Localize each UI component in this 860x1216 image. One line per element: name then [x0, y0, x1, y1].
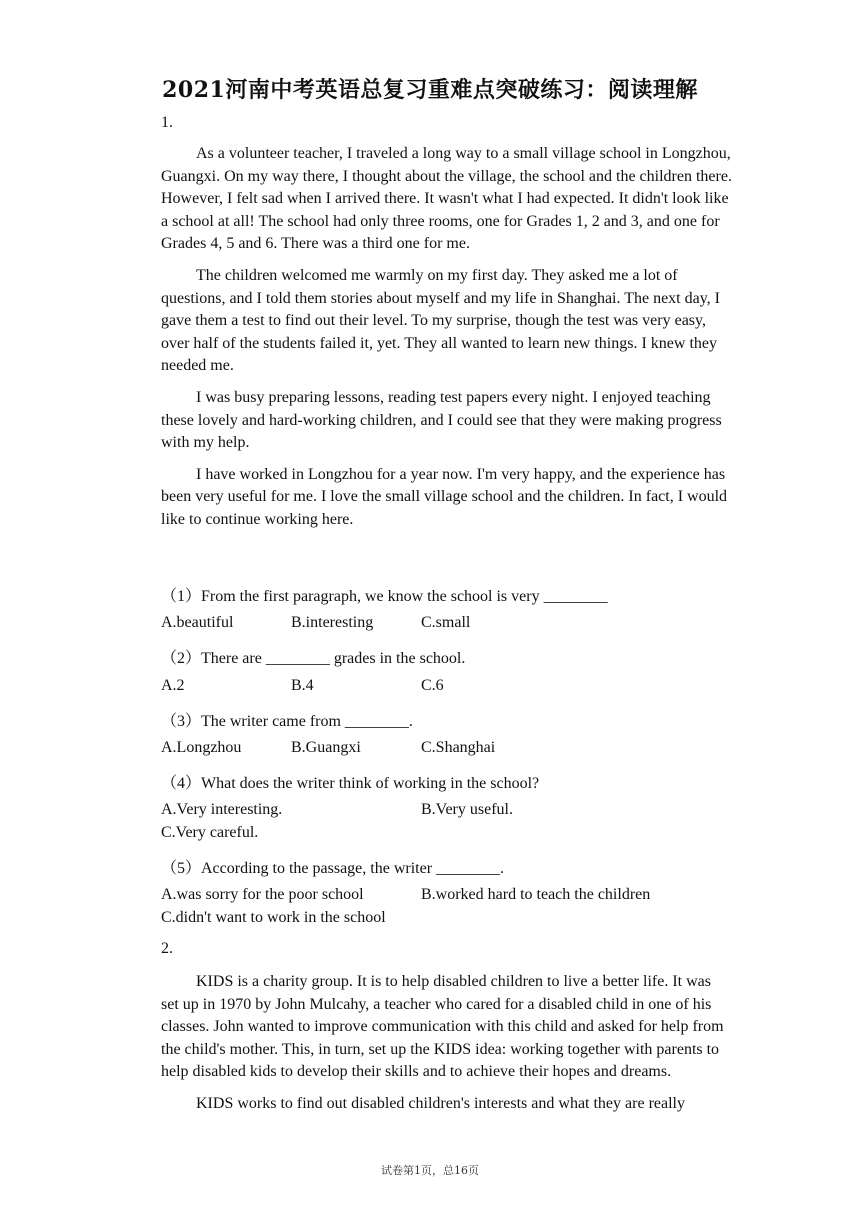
question-2-option-b: B.4 — [291, 677, 314, 694]
passage-1-paragraph-3: I was busy preparing lessons, reading test papers every night. I enjoyed teaching these lovely and hard-working children, and I could see that they were making progress with my help. — [161, 388, 722, 452]
question-1-stem: （1）From the first paragraph, we know the school is very ________ — [161, 588, 608, 605]
passage-1-paragraph-1: As a volunteer teacher, I traveled a long way to a small village school in Longzhou, Guangxi. On my way there, I thought about the village, the school and the children there. However, I felt sad when I arrived there. It wasn't what I had expected. It didn't look like a school at all! The school had only three rooms, one for Grades 1, 2 and 3, and one for Grades 4, 5 and 6. There was a third one for me. — [161, 145, 732, 253]
question-2-option-c: C.6 — [421, 677, 444, 694]
section-number-1: 1. — [161, 114, 173, 131]
page-footer: 试卷第1页，总16页 — [381, 1164, 479, 1177]
question-4-option-c: C.Very careful. — [161, 824, 259, 841]
question-2-stem: （2）There are ________ grades in the school. — [161, 650, 466, 667]
question-1-option-c: C.small — [421, 614, 471, 631]
question-5-stem: （5）According to the passage, the writer ________. — [161, 860, 505, 877]
question-4-stem: （4）What does the writer think of working in the school? — [161, 775, 540, 792]
question-1-option-b: B.interesting — [291, 614, 374, 631]
section-number-2: 2. — [161, 940, 173, 957]
question-3-option-a: A.Longzhou — [161, 739, 242, 756]
question-3-stem: （3）The writer came from ________. — [161, 713, 413, 730]
question-4-option-b: B.Very useful. — [421, 801, 513, 818]
question-5-option-a: A.was sorry for the poor school — [161, 886, 364, 903]
passage-2-paragraph-1: KIDS is a charity group. It is to help disabled children to live a better life. It was set up in 1970 by John Mulcahy, a teacher who cared for a disabled child in one of his classes. John wanted to improve communication with this child and asked for help from the child's mother. This, in turn, set up the KIDS idea: working together with parents to help disabled kids to develop their skills and to achieve their hopes and dreams. — [161, 973, 724, 1081]
question-3-option-c: C.Shanghai — [421, 739, 496, 756]
question-1-option-a: A.beautiful — [161, 614, 234, 631]
passage-1-paragraph-2: The children welcomed me warmly on my first day. They asked me a lot of questions, and I told them stories about myself and my life in Shanghai. The next day, I gave them a test to find out their level. To my surprise, though the test was very easy, over half of the students failed it, yet. They all wanted to learn new things. I knew they needed me. — [161, 266, 721, 375]
passage-1 — [161, 143, 732, 532]
question-3-option-b: B.Guangxi — [291, 739, 361, 756]
passage-1-paragraph-4: I have worked in Longzhou for a year now. I'm very happy, and the experience has been very useful for me. I love the small village school and the children. In fact, I would like to continue working here. — [161, 465, 728, 528]
passage-2 — [161, 971, 732, 1116]
question-2-option-a: A.2 — [161, 677, 185, 694]
question-5-option-b: B.worked hard to teach the children — [421, 886, 651, 903]
passage-2-paragraph-2: KIDS works to find out disabled children's interests and what they are really — [196, 1094, 685, 1112]
page-title: 2021河南中考英语总复习重难点突破练习：阅读理解 — [162, 77, 698, 103]
question-4-option-a: A.Very interesting. — [161, 801, 283, 818]
question-5-option-c: C.didn't want to work in the school — [161, 909, 386, 926]
